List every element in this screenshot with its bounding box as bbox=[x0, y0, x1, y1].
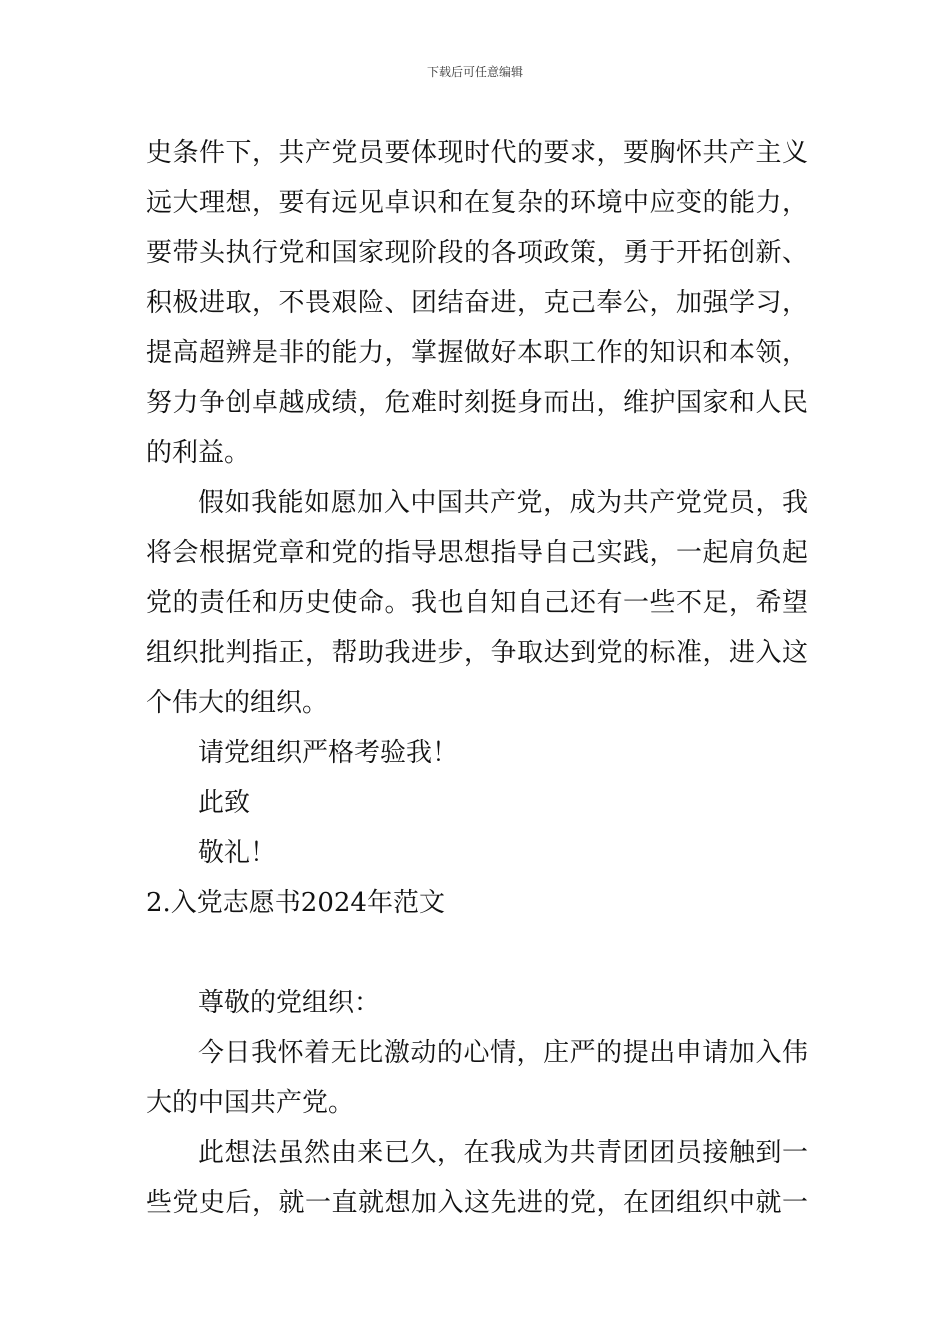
section-title: 2.入党志愿书2024年范文 bbox=[146, 888, 445, 918]
line-text: 要带头执行党和国家现阶段的各项政策，勇于开拓创新、 bbox=[146, 238, 808, 268]
line-text: 将会根据党章和党的指导思想指导自己实践，一起肩负起 bbox=[146, 538, 808, 568]
line-text: 积极进取，不畏艰险、团结奋进，克己奉公，加强学习， bbox=[146, 288, 808, 318]
line-text: 远大理想，要有远见卓识和在复杂的环境中应变的能力， bbox=[146, 188, 808, 218]
closing-line: 此致 bbox=[198, 788, 251, 818]
closing-line: 敬礼！ bbox=[198, 838, 277, 868]
paragraph-line bbox=[146, 478, 808, 528]
paragraph-line bbox=[146, 178, 808, 228]
line-text: 些党史后，就一直就想加入这先进的党，在团组织中就一 bbox=[146, 1188, 808, 1218]
spacer bbox=[146, 928, 808, 978]
line-text: 今日我怀着无比激动的心情，庄严的提出申请加入伟 bbox=[198, 1038, 808, 1068]
paragraph-last-line: 个伟大的组织。 bbox=[146, 688, 329, 718]
paragraph-line bbox=[146, 528, 808, 578]
line-text: 此想法虽然由来已久，在我成为共青团团员接触到一 bbox=[198, 1138, 808, 1168]
paragraph-line bbox=[146, 1028, 808, 1078]
line-text: 史条件下，共产党员要体现时代的要求，要胸怀共产主义 bbox=[146, 138, 808, 168]
line-text: 假如我能如愿加入中国共产党，成为共产党党员，我 bbox=[198, 488, 808, 518]
document-body bbox=[146, 128, 808, 1228]
line-text: 党的责任和历史使命。我也自知自己还有一些不足，希望 bbox=[146, 588, 808, 618]
paragraph-last-line: 大的中国共产党。 bbox=[146, 1088, 355, 1118]
paragraph-line bbox=[146, 1128, 808, 1178]
paragraph-line bbox=[146, 278, 808, 328]
paragraph-line bbox=[146, 128, 808, 178]
line-text: 提高超辨是非的能力，掌握做好本职工作的知识和本领， bbox=[146, 338, 808, 368]
line-text: 努力争创卓越成绩，危难时刻挺身而出，维护国家和人民 bbox=[146, 388, 808, 418]
paragraph-line bbox=[146, 228, 808, 278]
paragraph-line bbox=[146, 328, 808, 378]
paragraph-last-line: 的利益。 bbox=[146, 438, 251, 468]
salutation: 尊敬的党组织： bbox=[198, 988, 381, 1018]
paragraph-line bbox=[146, 578, 808, 628]
paragraph-line bbox=[146, 628, 808, 678]
paragraph-line bbox=[146, 378, 808, 428]
page-header: 下载后可任意编辑 bbox=[426, 65, 523, 79]
request-line: 请党组织严格考验我！ bbox=[198, 738, 459, 768]
paragraph-line bbox=[146, 1178, 808, 1228]
line-text: 组织批判指正，帮助我进步，争取达到党的标准，进入这 bbox=[146, 638, 808, 668]
